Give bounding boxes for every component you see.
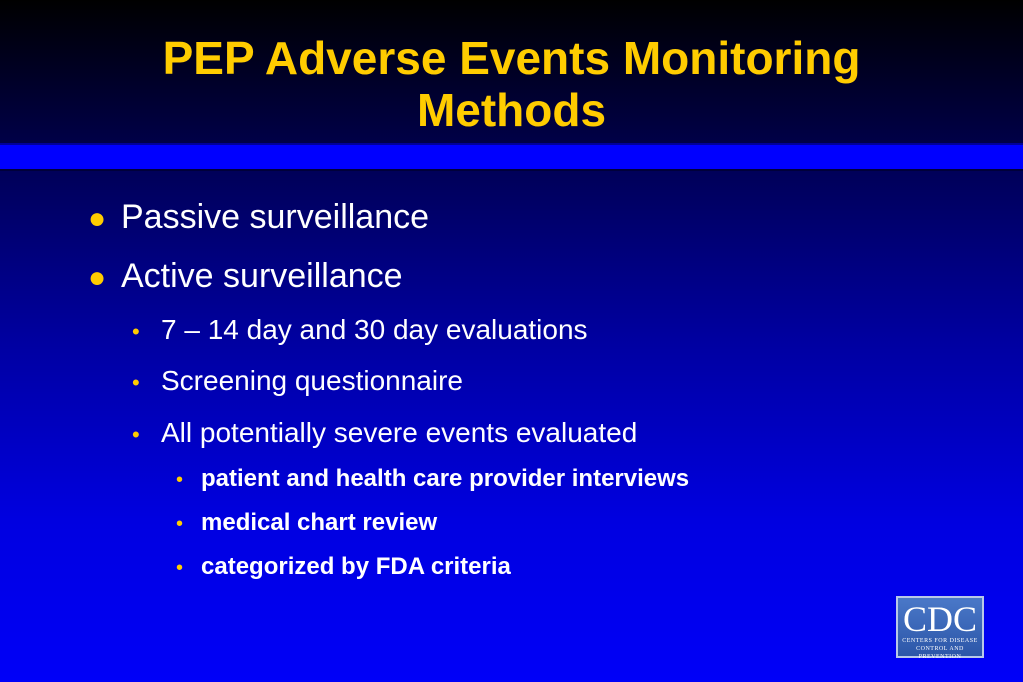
bullet-text: Screening questionnaire xyxy=(161,365,463,396)
bullet-dot-icon: ● xyxy=(88,202,107,235)
cdc-logo xyxy=(896,596,984,658)
bullet-text: All potentially severe events evaluated xyxy=(161,417,638,448)
bullet-dot-icon: • xyxy=(132,370,140,395)
bullet-text: Passive surveillance xyxy=(121,198,430,236)
bullet-severe-events-evaluated xyxy=(132,417,637,449)
bullet-screening-questionnaire xyxy=(132,365,463,397)
slide-title-line-1: PEP Adverse Events Monitoring xyxy=(162,32,861,84)
bullet-text: patient and health care provider interviews xyxy=(201,465,690,492)
cdc-logo-subtitle-line-1: CENTERS FOR DISEASE xyxy=(902,638,978,644)
cdc-logo-subtitle-line-2: CONTROL AND PREVENTION xyxy=(916,646,964,660)
bullet-dot-icon: • xyxy=(176,557,184,579)
bullet-provider-interviews xyxy=(176,465,689,493)
bullet-dot-icon: ● xyxy=(88,261,107,294)
bullet-dot-icon: • xyxy=(176,469,184,491)
bullet-dot-icon: • xyxy=(132,319,140,344)
bullet-dot-icon: • xyxy=(176,513,184,535)
bullet-medical-chart-review xyxy=(176,509,437,537)
bullet-active-surveillance xyxy=(88,257,403,296)
bullet-day-evaluations xyxy=(132,314,588,346)
bullet-passive-surveillance xyxy=(88,198,429,237)
bullet-text: Active surveillance xyxy=(121,257,403,295)
bullet-text: 7 – 14 day and 30 day evaluations xyxy=(161,314,588,345)
bullet-fda-criteria xyxy=(176,553,511,581)
slide-title-line-2: Methods xyxy=(416,84,607,136)
bullet-text: categorized by FDA criteria xyxy=(201,553,511,580)
cdc-logo-text: CDC xyxy=(902,599,978,639)
bullet-text: medical chart review xyxy=(201,509,438,536)
bullet-dot-icon: • xyxy=(132,422,140,447)
